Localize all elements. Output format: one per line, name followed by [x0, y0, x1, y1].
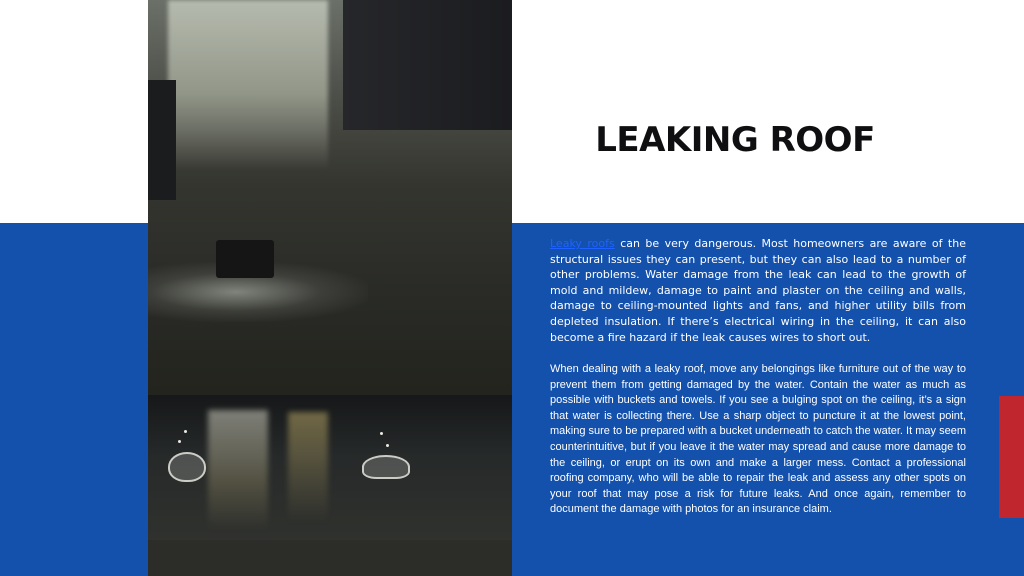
photo-reflection [208, 410, 268, 530]
photo-post [148, 80, 176, 200]
red-accent-bar [999, 396, 1024, 518]
leaking-water-photo [148, 0, 512, 576]
intro-paragraph-text: can be very dangerous. Most homeowners are aware of the structural issues they can present, but they can also lead to a number of other problems. Water damage from the leak can lead to the growth of mold and mildew, damage to paint and plaster on the ceiling and walls, damage to ceiling-mounted lights and fans, and higher utility bills from depleted insulation. If there’s electrical wiring in the ceiling, it can also become a fire hazard if the leak causes wires to short out. [550, 237, 966, 344]
water-droplet [178, 440, 181, 443]
photo-background-light [168, 0, 328, 170]
photo-floor-edge [148, 540, 512, 576]
leaky-roofs-link[interactable]: Leaky roofs [550, 237, 615, 250]
water-droplet [386, 444, 389, 447]
water-drop-splash [362, 455, 410, 479]
photo-reflection [288, 412, 328, 522]
photo-dark-wall [343, 0, 512, 130]
photo-floor-block [216, 240, 274, 278]
intro-paragraph [550, 236, 966, 345]
page-title: LEAKING ROOF [595, 120, 875, 160]
water-drop-splash [168, 452, 206, 482]
advice-paragraph: When dealing with a leaky roof, move any belongings like furniture out of the way to prevent them from getting damaged by the water. Contain the water as much as possible with buckets and towels. If you see a bulging spot on the ceiling, it’s a sign that water is collecting there. Use a sharp object to puncture it at the lowest point, making sure to be prepared with a bucket underneath to catch the water. It may seem counterintuitive, but if you leave it the water may spread and cause more damage to the ceiling, or erupt on its own and make a larger mess. Contact a professional roofing company, who will be able to repair the leak and assess any other spots on your roof that may pose a risk for future leaks. And once again, remember to document the damage with photos for an insurance claim. [550, 363, 966, 516]
water-droplet [380, 432, 383, 435]
water-droplet [184, 430, 187, 433]
